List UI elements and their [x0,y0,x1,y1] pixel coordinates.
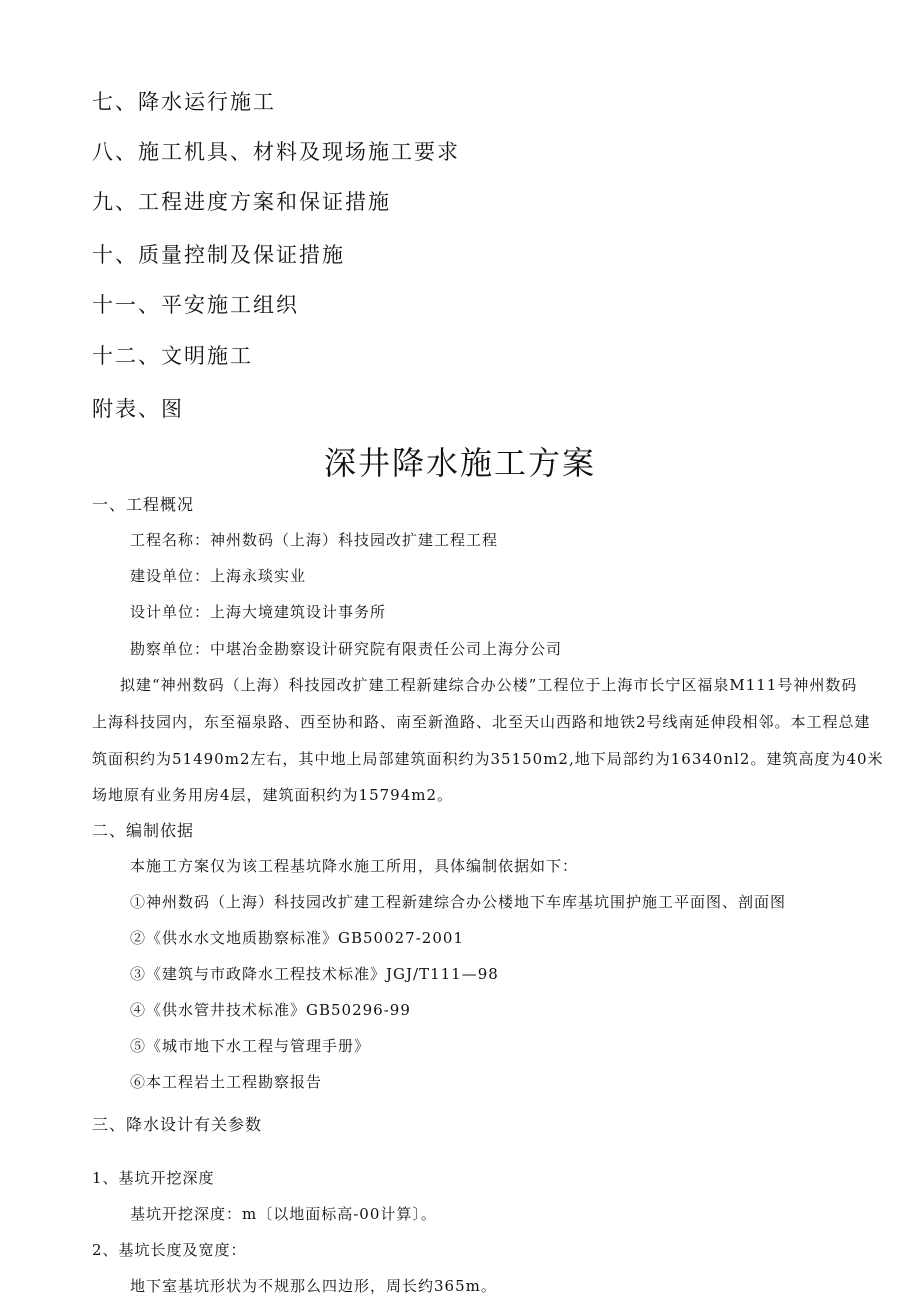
basis-item: ⑤《城市地下水工程与管理手册》 [130,1037,371,1055]
overview-paragraph-line: 筑面积约为51490m2左右，其中地上局部建筑面积约为35150m2,地下局部约为16340nl2。建筑高度为40米 [92,750,884,768]
overview-paragraph-line: 上海科技园内，东至福泉路、西至协和路、南至新渔路、北至天山西路和地铁2号线南延伸段相邻。本工程总建 [92,713,871,731]
overview-paragraph-line: 拟建“神州数码（上海）科技园改扩建工程新建综合办公楼”工程位于上海市长宁区福泉M111号神州数码 [120,676,858,694]
builder-unit: 建设单位：上海永琰实业 [130,567,307,585]
survey-unit: 勘察单位：中堪冶金勘察设计研究院有限责任公司上海分公司 [130,640,563,658]
project-name: 工程名称：神州数码（上海）科技园改扩建工程工程 [130,531,499,549]
basis-intro: 本施工方案仅为该工程基坑降水施工所用，具体编制依据如下： [130,857,579,875]
overview-paragraph-line: 场地原有业务用房4层，建筑面积约为15794m2。 [92,786,454,804]
document-title: 深井降水施工方案 [323,444,596,482]
basis-item: ③《建筑与市政降水工程技术标准》JGJ/T111—98 [130,965,499,983]
excavation-depth-text: 基坑开挖深度：m〔以地面标高-00计算〕。 [130,1205,437,1223]
pit-size-text: 地下室基坑形状为不规那么四边形，周长约365m。 [130,1277,497,1295]
toc-item-7: 七、降水运行施工 [92,90,276,114]
design-unit: 设计单位：上海大境建筑设计事务所 [130,603,387,621]
toc-item-11: 十一、平安施工组织 [92,293,299,317]
section-2-heading: 二、编制依据 [92,821,195,840]
subsection-excavation-depth-heading: 1、基坑开挖深度 [92,1169,215,1187]
toc-item-appendix: 附表、图 [92,397,184,421]
toc-item-10: 十、质量控制及保证措施 [92,243,345,267]
basis-item: ①神州数码（上海）科技园改扩建工程新建综合办公楼地下车库基坑围护施工平面图、剖面图 [130,893,787,911]
toc-item-9: 九、工程进度方案和保证措施 [92,190,391,214]
toc-item-8: 八、施工机具、材料及现场施工要求 [92,140,460,164]
toc-item-12: 十二、文明施工 [92,344,253,368]
basis-item: ⑥本工程岩土工程勘察报告 [130,1073,323,1091]
basis-item: ②《供水水文地质勘察标准》GB50027-2001 [130,929,464,947]
subsection-pit-size-heading: 2、基坑长度及宽度： [92,1241,247,1259]
section-1-heading: 一、工程概况 [92,495,195,514]
section-3-heading: 三、降水设计有关参数 [92,1115,263,1134]
basis-item: ④《供水管井技术标准》GB50296-99 [130,1001,411,1019]
